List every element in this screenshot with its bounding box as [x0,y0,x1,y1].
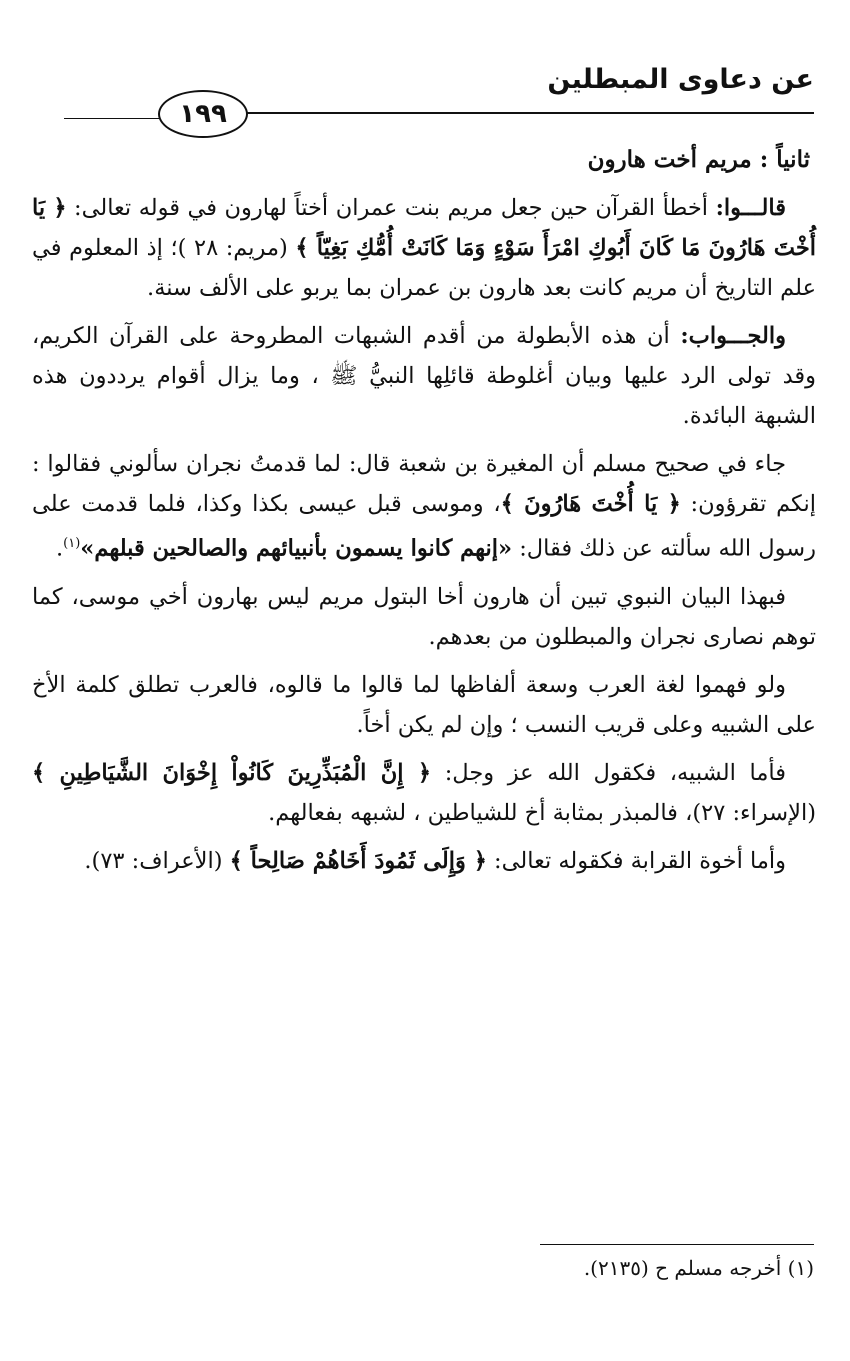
paragraph-tail: ، وموسى قبل عيسى بكذا وكذا، فلما قدمت على رسول الله سألته عن ذلك فقال: [32,491,816,562]
paragraph-lead: والجـــواب: [680,323,786,349]
body-text [32,140,816,889]
paragraph-claim [32,188,816,308]
paragraph-text: أن هذه الأبطولة من أقدم الشبهات المطروحة على القرآن الكريم، وقد تولى الرد عليها وبيان أغلوطة قائلِها النبيُّ ﷺ ، وما يزال أقوام يرددون هذه الشبهة البائدة. [32,323,816,429]
paragraph-tail: (الإسراء: ٢٧)، فالمبذر بمثابة أخ للشياطين ، لشبهه بفعالهم. [268,799,816,826]
paragraph-answer [32,316,816,436]
paragraph-text: وأما أخوة القرابة فكقوله تعالى: [486,847,786,874]
paragraph-text: أخطأ القرآن حين جعل مريم بنت عمران أختاً لهارون في قوله تعالى: [66,195,716,221]
hadith-quote: «إنهم كانوا يسمون بأنبيائهم والصالحين قبلهم» [80,535,513,562]
paragraph-text: فأما الشبيه، فكقول الله عز وجل: [431,759,786,786]
page-number: ١٩٩ [158,90,248,138]
quran-verse: ﴿ يَا أُخْتَ هَارُونَ مَا كَانَ أَبُوكِ امْرَأَ سَوْءٍ وَمَا كَانَتْ أُمُّكِ بَغِيّاً ﴾ [32,195,817,261]
paragraph-language [32,665,816,745]
footnote-rule [540,1244,814,1245]
paragraph-text: ولو فهموا لغة العرب وسعة ألفاظها لما قالوا ما قالوه، فالعرب تطلق كلمة الأخ على الشبيه وعلى قريب النسب ؛ وإن لم يكن أخاً. [32,671,816,738]
paragraph-hadith [32,444,816,569]
quran-verse: ﴿ وَإِلَى ثَمُودَ أَخَاهُمْ صَالِحاً ﴾ [229,847,487,874]
paragraph-kinship [32,841,816,881]
paragraph-text: فبهذا البيان النبوي تبين أن هارون أخا البتول مريم ليس بهارون أخي موسى، كما توهم نصارى نجران والمبطلون من بعدهم. [32,583,816,650]
paragraph-lead: قالـــوا: [715,195,786,221]
paragraph-tail: (الأعراف: ٧٣). [84,847,230,874]
quran-verse: ﴿ يَا أُخْتَ هَارُونَ ﴾ [500,491,681,517]
quran-verse: ﴿ إِنَّ الْمُبَذِّرِينَ كَانُواْ إِخْوَانَ الشَّيَاطِينِ ﴾ [32,759,432,786]
footnote: (١) أخرجه مسلم ح (٢١٣٥). [583,1256,814,1280]
paragraph-explanation [32,577,816,657]
running-title: عن دعاوى المبطلين [547,64,814,95]
section-title: ثانياً : مريم أخت هارون [587,146,810,173]
paragraph-tail: (مريم: ٢٨ )؛ إذ المعلوم في علم التاريخ أن مريم كانت بعد هارون بن عمران بما يربو على الألف سنة. [32,235,816,301]
paragraph-resemblance [32,753,816,833]
header-rule-left [64,118,174,119]
footnote-ref[interactable]: (١) [63,536,81,551]
header-rule [217,112,814,114]
paragraph-end: . [56,535,64,562]
paragraph-text: جاء في صحيح مسلم أن المغيرة بن شعبة قال: لما قدمتُ نجران سألوني فقالوا : إنكم تقرؤون: [32,451,816,517]
